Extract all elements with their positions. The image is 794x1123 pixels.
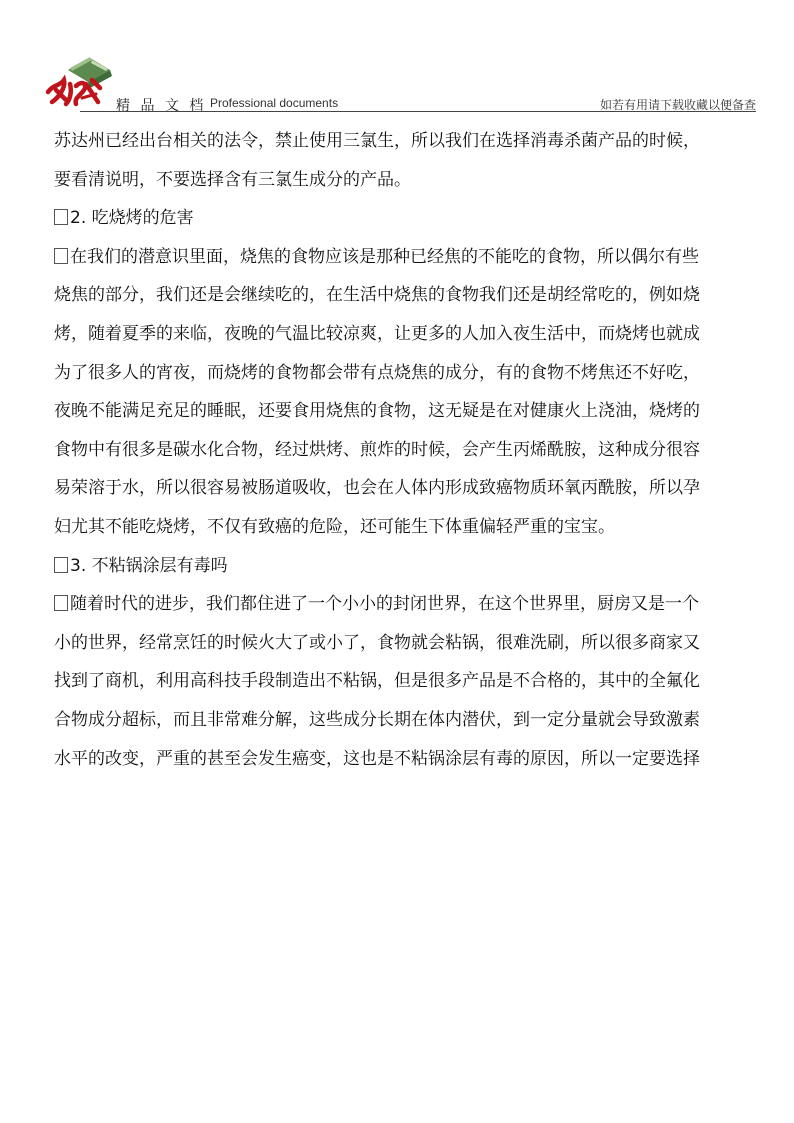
text-line [54, 740, 764, 779]
text-line-content: 烧焦的部分，我们还是会继续吃的，在生活中烧焦的食物我们还是胡经常吃的，例如烧 [54, 285, 700, 306]
header-right-note: 如若有用请下载收藏以便备查 [599, 98, 756, 112]
text-line-content: 水平的改变，严重的甚至会发生癌变，这也是不粘锅涂层有毒的原因，所以一定要选择 [54, 748, 700, 769]
header-subtitle: Professional documents [210, 96, 339, 110]
text-line-content: 食物中有很多是碳水化合物，经过烘烤、煎炸的时候，会产生丙烯酰胺，这种成分很容 [54, 439, 700, 460]
text-line [54, 354, 764, 393]
text-line [54, 161, 764, 200]
text-line [54, 624, 764, 663]
text-line-content: 易荣溶于水，所以很容易被肠道吸收，也会在人体内形成致癌物质环氧丙酰胺，所以孕 [54, 478, 700, 499]
text-line [54, 238, 764, 277]
empty-box-glyph-icon [54, 595, 68, 611]
text-line [54, 122, 764, 161]
header-divider [80, 111, 756, 112]
text-line [54, 585, 764, 624]
text-line-content: 要看清说明，不要选择含有三氯生成分的产品。 [54, 169, 411, 190]
empty-box-glyph-icon [54, 248, 68, 264]
text-line [54, 547, 764, 586]
text-line [54, 392, 764, 431]
text-line [54, 315, 764, 354]
text-line-content: 烤，随着夏季的来临，夜晚的气温比较凉爽，让更多的人加入夜生活中，而烧烤也就成 [54, 323, 700, 344]
empty-box-glyph-icon [54, 209, 68, 225]
text-line [54, 431, 764, 470]
text-line-content: 苏达州已经出台相关的法令，禁止使用三氯生，所以我们在选择消毒杀菌产品的时候， [54, 131, 700, 151]
text-line-content: 合物成分超标，而且非常难分解，这些成分长期在体内潜伏，到一定分量就会导致激素 [54, 709, 700, 730]
text-line-content: 妇尤其不能吃烧烤，不仅有致癌的危险，还可能生下体重偏轻严重的宝宝。 [54, 516, 615, 537]
text-line-content: 夜晚不能满足充足的睡眠，还要食用烧焦的食物，这无疑是在对健康火上浇油，烧烤的 [54, 401, 700, 422]
header-title: 精 品 文 档 [116, 98, 207, 114]
text-line-content: 为了很多人的宵夜，而烧烤的食物都会带有点烧焦的成分，有的食物不烤焦还不好吃， [54, 362, 700, 383]
page-header [40, 40, 756, 112]
text-line [54, 662, 764, 701]
text-line-content: 小的世界，经常烹饪的时候火大了或小了，食物就会粘锅，很难洗刷，所以很多商家又 [54, 632, 700, 653]
text-line-content: 在我们的潜意识里面，烧焦的食物应该是那种已经焦的不能吃的食物，所以偶尔有些 [70, 246, 699, 267]
text-line-content: 3. 不粘锅涂层有毒吗 [70, 555, 228, 576]
text-line [54, 199, 764, 238]
text-line [54, 701, 764, 740]
text-line [54, 508, 764, 547]
text-line [54, 469, 764, 508]
empty-box-glyph-icon [54, 557, 68, 573]
text-line-content: 2. 吃烧烤的危害 [70, 208, 194, 229]
document-body [54, 122, 764, 778]
text-line [54, 276, 764, 315]
text-line-content: 随着时代的进步，我们都住进了一个小小的封闭世界，在这个世界里，厨房又是一个 [70, 594, 699, 615]
text-line-content: 找到了商机，利用高科技手段制造出不粘锅，但是很多产品是不合格的，其中的全氟化 [54, 671, 700, 692]
